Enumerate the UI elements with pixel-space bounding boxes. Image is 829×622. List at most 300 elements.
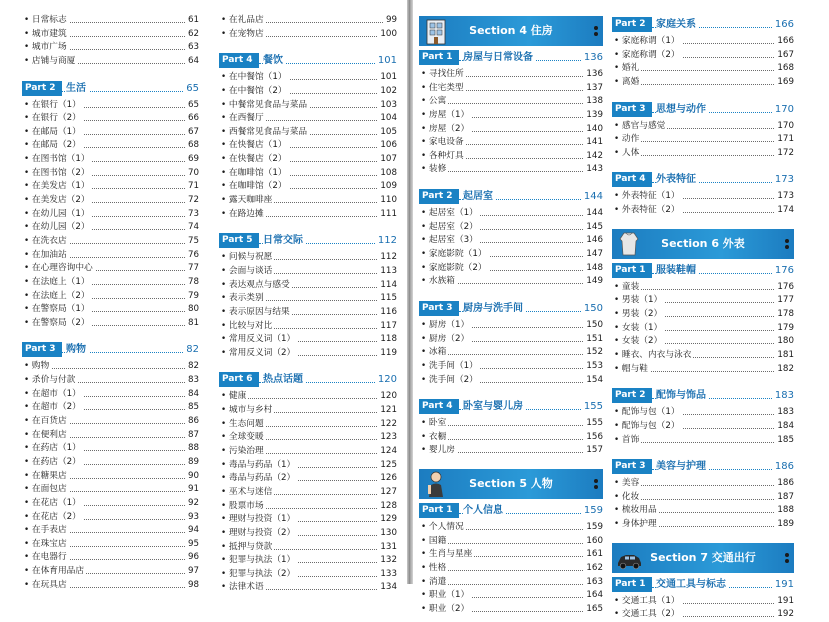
entry-title: • 在幼儿园（2） (24, 221, 92, 235)
toc-entry[interactable] (22, 262, 199, 276)
entry-page-number: 64 (186, 55, 199, 69)
entry-title: • 衣橱 (421, 431, 448, 445)
toc-entry[interactable] (419, 68, 603, 82)
entry-page-number: 101 (378, 71, 397, 85)
toc-entry[interactable] (612, 491, 794, 505)
entry-page-number: 162 (584, 562, 603, 576)
toc-entry[interactable] (419, 333, 603, 347)
toc-entry[interactable] (419, 562, 603, 576)
entry-page-number: 118 (378, 333, 397, 347)
entry-title: • 动作 (614, 133, 641, 147)
toc-entry[interactable] (419, 82, 603, 96)
toc-entry[interactable] (22, 538, 199, 552)
toc-entry[interactable] (22, 524, 199, 538)
toc-entry[interactable] (219, 527, 397, 541)
entry-title: • 中餐常见食品与菜品 (221, 99, 309, 113)
toc-entry[interactable] (419, 374, 603, 388)
toc-entry[interactable] (219, 167, 397, 181)
entry-title: • 女装（2） (614, 335, 664, 349)
toc-entry[interactable] (419, 346, 603, 360)
entry-title: • 在中餐馆（2） (221, 85, 289, 99)
toc-entry[interactable] (612, 62, 794, 76)
toc-entry[interactable] (219, 445, 397, 459)
right-page (413, 0, 829, 620)
entry-title: • 职业（2） (421, 603, 471, 617)
entry-page-number: 157 (584, 444, 603, 458)
entry-page-number: 72 (186, 194, 199, 208)
part-page-number: 191 (774, 578, 794, 590)
toc-entry[interactable] (22, 579, 199, 593)
toc-entry[interactable] (419, 319, 603, 333)
toc-entry[interactable] (612, 477, 794, 491)
entry-page-number: 95 (186, 538, 199, 552)
entry-title: • 睡衣、内衣与泳衣 (614, 349, 693, 363)
part-page-number: 170 (774, 103, 794, 115)
toc-entry[interactable] (22, 276, 199, 290)
toc-entry[interactable] (419, 150, 603, 164)
toc-entry[interactable] (22, 126, 199, 140)
toc-entry[interactable] (22, 99, 199, 113)
toc-entry[interactable] (219, 265, 397, 279)
part-title: 服装鞋帽 (656, 263, 699, 278)
entry-page-number: 110 (378, 194, 397, 208)
entry-page-number: 181 (775, 349, 794, 363)
section-banner (419, 16, 603, 46)
toc-entry[interactable] (22, 374, 199, 388)
entry-page-number: 142 (584, 150, 603, 164)
toc-entry[interactable] (612, 349, 794, 363)
entry-page-number: 117 (378, 320, 397, 334)
toc-entry[interactable] (612, 204, 794, 218)
toc-entry[interactable] (22, 470, 199, 484)
part-label: Part 3 (612, 459, 652, 474)
part-page-number: 101 (377, 55, 397, 67)
entry-title: • 在加油站 (24, 249, 69, 263)
toc-entry[interactable] (612, 406, 794, 420)
toc-entry[interactable] (219, 112, 397, 126)
toc-entry[interactable] (22, 511, 199, 525)
entry-title: • 在银行（1） (24, 99, 83, 113)
entry-page-number: 148 (584, 262, 603, 276)
toc-entry[interactable] (419, 163, 603, 177)
toc-entry[interactable] (219, 194, 397, 208)
entry-page-number: 126 (378, 472, 397, 486)
entry-title: • 在面包店 (24, 483, 69, 497)
toc-entry[interactable] (612, 308, 794, 322)
entry-title: • 在花店（2） (24, 511, 83, 525)
entry-page-number: 62 (186, 28, 199, 42)
toc-entry[interactable] (22, 290, 199, 304)
toc-entry[interactable] (419, 444, 603, 458)
spacer (419, 458, 603, 469)
toc-entry[interactable] (219, 333, 397, 347)
toc-entry[interactable] (419, 109, 603, 123)
toc-entry[interactable] (419, 234, 603, 248)
entry-page-number: 130 (378, 527, 397, 541)
toc-entry[interactable] (612, 420, 794, 434)
toc-entry[interactable] (219, 500, 397, 514)
entry-page-number: 137 (584, 82, 603, 96)
entry-page-number: 172 (775, 147, 794, 161)
entry-title: • 洗手间（1） (421, 360, 480, 374)
part-header (419, 50, 603, 65)
entry-title: • 消遣 (421, 576, 448, 590)
toc-entry[interactable] (219, 390, 397, 404)
toc-entry[interactable] (22, 41, 199, 55)
part-title: 美容与护理 (656, 459, 709, 474)
toc-entry[interactable] (22, 483, 199, 497)
entry-title: • 卧室 (421, 417, 448, 431)
entry-page-number: 99 (384, 14, 397, 28)
entry-title: • 犯罪与执法（1） (221, 554, 297, 568)
entry-page-number: 79 (186, 290, 199, 304)
toc-entry[interactable] (22, 551, 199, 565)
toc-column-3 (419, 16, 603, 617)
toc-entry[interactable] (22, 565, 199, 579)
entry-page-number: 121 (378, 404, 397, 418)
toc-column-1 (22, 14, 199, 592)
part-label: Part 4 (219, 53, 259, 68)
spacer (612, 90, 794, 101)
entry-title: • 美容 (614, 477, 641, 491)
toc-entry[interactable] (612, 281, 794, 295)
entry-title: • 性格 (421, 562, 448, 576)
toc-entry[interactable] (219, 306, 397, 320)
entry-title: • 国籍 (421, 535, 448, 549)
toc-entry[interactable] (612, 147, 794, 161)
toc-entry[interactable] (219, 418, 397, 432)
toc-entry[interactable] (612, 518, 794, 532)
entry-page-number: 180 (775, 335, 794, 349)
toc-entry[interactable] (612, 363, 794, 377)
left-page (0, 0, 407, 593)
toc-entry[interactable] (219, 126, 397, 140)
spacer (22, 330, 199, 341)
corner-pin-icon (593, 478, 599, 490)
part-header (419, 503, 603, 518)
part-label: Part 2 (612, 388, 652, 403)
part-page-number: 120 (377, 374, 397, 386)
entry-page-number: 103 (378, 99, 397, 113)
entry-title: • 在幼儿园（1） (24, 208, 92, 222)
entry-title: • 童装 (614, 281, 641, 295)
toc-entry[interactable] (219, 513, 397, 527)
part-page-number: 144 (583, 191, 603, 203)
entry-title: • 房屋（2） (421, 123, 471, 137)
entry-page-number: 127 (378, 486, 397, 500)
entry-page-number: 89 (186, 456, 199, 470)
toc-entry[interactable] (219, 581, 397, 595)
entry-title: • 在花店（1） (24, 497, 83, 511)
entry-title: • 在药店（2） (24, 456, 83, 470)
toc-entry[interactable] (219, 71, 397, 85)
toc-entry[interactable] (22, 303, 199, 317)
entry-title: • 男装（2） (614, 308, 664, 322)
toc-entry[interactable] (419, 221, 603, 235)
entry-title: • 家庭影院（1） (421, 248, 489, 262)
part-label: Part 3 (612, 102, 652, 117)
toc-entry[interactable] (219, 431, 397, 445)
toc-entry[interactable] (419, 248, 603, 262)
entry-title: • 化妆 (614, 491, 641, 505)
entry-page-number: 86 (186, 415, 199, 429)
section-banner (612, 229, 794, 259)
entry-page-number: 123 (378, 431, 397, 445)
part-title: 家庭关系 (656, 17, 699, 32)
toc-entry[interactable] (22, 497, 199, 511)
toc-entry[interactable] (419, 275, 603, 289)
entry-page-number: 93 (186, 511, 199, 525)
toc-entry[interactable] (22, 317, 199, 331)
part-header (22, 342, 199, 357)
toc-entry[interactable] (22, 388, 199, 402)
part-page-number: 155 (583, 401, 603, 413)
entry-title: • 露天咖啡座 (221, 194, 274, 208)
entry-page-number: 108 (378, 167, 397, 181)
part-title: 厨房与洗手间 (463, 301, 526, 316)
entry-page-number: 176 (775, 281, 794, 295)
entry-title: • 毒品与药品（1） (221, 459, 297, 473)
entry-page-number: 159 (584, 521, 603, 535)
entry-title: • 在警察局（2） (24, 317, 92, 331)
toc-column-2 (219, 14, 397, 595)
entry-page-number: 144 (584, 207, 603, 221)
entry-page-number: 119 (378, 347, 397, 361)
toc-entry[interactable] (419, 548, 603, 562)
entry-title: • 在手表店 (24, 524, 69, 538)
entry-title: • 家庭称谓（2） (614, 49, 682, 63)
part-title: 个人信息 (463, 503, 506, 518)
toc-entry[interactable] (612, 434, 794, 448)
entry-page-number: 151 (584, 333, 603, 347)
toc-entry[interactable] (612, 322, 794, 336)
toc-entry[interactable] (419, 123, 603, 137)
entry-page-number: 85 (186, 401, 199, 415)
entry-title: • 家庭称谓（1） (614, 35, 682, 49)
toc-entry[interactable] (219, 459, 397, 473)
entry-title: • 起居室（1） (421, 207, 480, 221)
toc-entry[interactable] (22, 249, 199, 263)
part-title: 房屋与日常设备 (463, 50, 536, 65)
toc-entry[interactable] (419, 603, 603, 617)
entry-title: • 全球变暖 (221, 431, 266, 445)
toc-entry[interactable] (612, 608, 794, 622)
entry-page-number: 112 (378, 251, 397, 265)
entry-page-number: 131 (378, 541, 397, 555)
toc-entry[interactable] (219, 99, 397, 113)
entry-page-number: 147 (584, 248, 603, 262)
part-page-number: 136 (583, 52, 603, 63)
entry-title: • 健康 (221, 390, 248, 404)
entry-title: • 股票市场 (221, 500, 266, 514)
toc-entry[interactable] (419, 576, 603, 590)
entry-page-number: 77 (186, 262, 199, 276)
entry-title: • 理财与投资（2） (221, 527, 297, 541)
section-title: Section 5 人物 (469, 477, 553, 491)
entry-page-number: 168 (775, 62, 794, 76)
spacer (419, 177, 603, 188)
toc-entry[interactable] (22, 167, 199, 181)
part-label: Part 1 (419, 50, 459, 65)
toc-entry[interactable] (219, 139, 397, 153)
entry-title: • 在图书馆（1） (24, 153, 92, 167)
entry-page-number: 143 (584, 163, 603, 177)
toc-entry[interactable] (22, 139, 199, 153)
toc-entry[interactable] (419, 535, 603, 549)
toc-entry[interactable] (219, 472, 397, 486)
toc-entry[interactable] (22, 415, 199, 429)
entry-title: • 在法庭上（2） (24, 290, 92, 304)
part-label: Part 4 (419, 399, 459, 414)
entry-page-number: 173 (775, 190, 794, 204)
entry-page-number: 132 (378, 554, 397, 568)
toc-entry[interactable] (612, 49, 794, 63)
part-label: Part 2 (22, 81, 62, 96)
toc-entry[interactable] (419, 589, 603, 603)
entry-title: • 人体 (614, 147, 641, 161)
entry-page-number: 165 (584, 603, 603, 617)
part-label: Part 2 (419, 189, 459, 204)
entry-page-number: 116 (378, 306, 397, 320)
toc-entry[interactable] (612, 335, 794, 349)
entry-page-number: 149 (584, 275, 603, 289)
toc-entry[interactable] (419, 95, 603, 109)
toc-entry[interactable] (612, 76, 794, 90)
entry-page-number: 169 (775, 76, 794, 90)
entry-title: • 冰箱 (421, 346, 448, 360)
toc-entry[interactable] (22, 221, 199, 235)
entry-page-number: 156 (584, 431, 603, 445)
entry-page-number: 97 (186, 565, 199, 579)
toc-entry[interactable] (219, 541, 397, 555)
toc-entry[interactable] (22, 194, 199, 208)
toc-entry[interactable] (219, 279, 397, 293)
toc-entry[interactable] (22, 235, 199, 249)
entry-title: • 城市与乡村 (221, 404, 274, 418)
toc-entry[interactable] (219, 180, 397, 194)
toc-entry[interactable] (22, 456, 199, 470)
entry-title: • 离婚 (614, 76, 641, 90)
toc-entry[interactable] (419, 431, 603, 445)
toc-entry[interactable] (22, 442, 199, 456)
spacer (612, 532, 794, 543)
part-header (419, 189, 603, 204)
spacer (22, 69, 199, 80)
toc-entry[interactable] (22, 208, 199, 222)
part-page-number: 166 (774, 19, 794, 30)
toc-entry[interactable] (612, 294, 794, 308)
toc-entry[interactable] (22, 28, 199, 42)
toc-entry[interactable] (22, 14, 199, 28)
toc-entry[interactable] (219, 153, 397, 167)
toc-entry[interactable] (219, 347, 397, 361)
entry-page-number: 70 (186, 167, 199, 181)
entry-title: • 女装（1） (614, 322, 664, 336)
toc-entry[interactable] (219, 251, 397, 265)
toc-entry[interactable] (219, 28, 397, 42)
entry-title: • 在图书馆（2） (24, 167, 92, 181)
entry-title: • 常用反义词（1） (221, 333, 297, 347)
entry-page-number: 114 (378, 279, 397, 293)
toc-entry[interactable] (419, 417, 603, 431)
toc-entry[interactable] (219, 14, 397, 28)
toc-entry[interactable] (219, 486, 397, 500)
toc-entry[interactable] (219, 320, 397, 334)
toc-entry[interactable] (22, 112, 199, 126)
part-page-number: 159 (583, 505, 603, 517)
toc-entry[interactable] (419, 207, 603, 221)
entry-title: • 住宅类型 (421, 82, 466, 96)
part-title: 起居室 (463, 189, 496, 204)
toc-entry[interactable] (22, 429, 199, 443)
toc-entry[interactable] (22, 180, 199, 194)
entry-title: • 家电设备 (421, 136, 466, 150)
entry-title: • 在糖果店 (24, 470, 69, 484)
entry-page-number: 98 (186, 579, 199, 593)
entry-page-number: 74 (186, 221, 199, 235)
toc-entry[interactable] (419, 136, 603, 150)
entry-page-number: 189 (775, 518, 794, 532)
toc-entry[interactable] (219, 568, 397, 582)
person-icon (423, 469, 449, 499)
toc-entry[interactable] (22, 55, 199, 69)
toc-entry[interactable] (612, 120, 794, 134)
entry-page-number: 120 (378, 390, 397, 404)
entry-page-number: 78 (186, 276, 199, 290)
toc-entry[interactable] (612, 133, 794, 147)
part-header (612, 102, 794, 117)
entry-title: • 城市广场 (24, 41, 69, 55)
toc-entry[interactable] (419, 262, 603, 276)
toc-entry[interactable] (22, 153, 199, 167)
toc-entry[interactable] (612, 190, 794, 204)
toc-entry[interactable] (612, 595, 794, 609)
toc-entry[interactable] (419, 360, 603, 374)
entry-page-number: 75 (186, 235, 199, 249)
part-header (419, 301, 603, 316)
toc-entry[interactable] (22, 360, 199, 374)
toc-entry[interactable] (419, 521, 603, 535)
corner-pin-icon (784, 238, 790, 250)
toc-entry[interactable] (612, 504, 794, 518)
entry-page-number: 179 (775, 322, 794, 336)
entry-page-number: 106 (378, 139, 397, 153)
part-title: 生活 (66, 81, 89, 96)
toc-entry[interactable] (219, 404, 397, 418)
entry-title: • 在体育用品店 (24, 565, 86, 579)
entry-page-number: 171 (775, 133, 794, 147)
toc-entry[interactable] (219, 554, 397, 568)
spacer (612, 447, 794, 458)
toc-entry[interactable] (219, 208, 397, 222)
toc-entry[interactable] (612, 35, 794, 49)
toc-entry[interactable] (219, 292, 397, 306)
part-label: Part 1 (419, 503, 459, 518)
toc-entry[interactable] (219, 85, 397, 99)
entry-page-number: 111 (378, 208, 397, 222)
entry-page-number: 68 (186, 139, 199, 153)
part-header (219, 53, 397, 68)
toc-entry[interactable] (22, 401, 199, 415)
entry-title: • 房屋（1） (421, 109, 471, 123)
entry-title: • 城市建筑 (24, 28, 69, 42)
entry-page-number: 115 (378, 292, 397, 306)
spacer (612, 160, 794, 171)
entry-title: • 在中餐馆（1） (221, 71, 289, 85)
entry-title: • 婴儿房 (421, 444, 457, 458)
entry-page-number: 187 (775, 491, 794, 505)
part-label: Part 4 (612, 172, 652, 187)
